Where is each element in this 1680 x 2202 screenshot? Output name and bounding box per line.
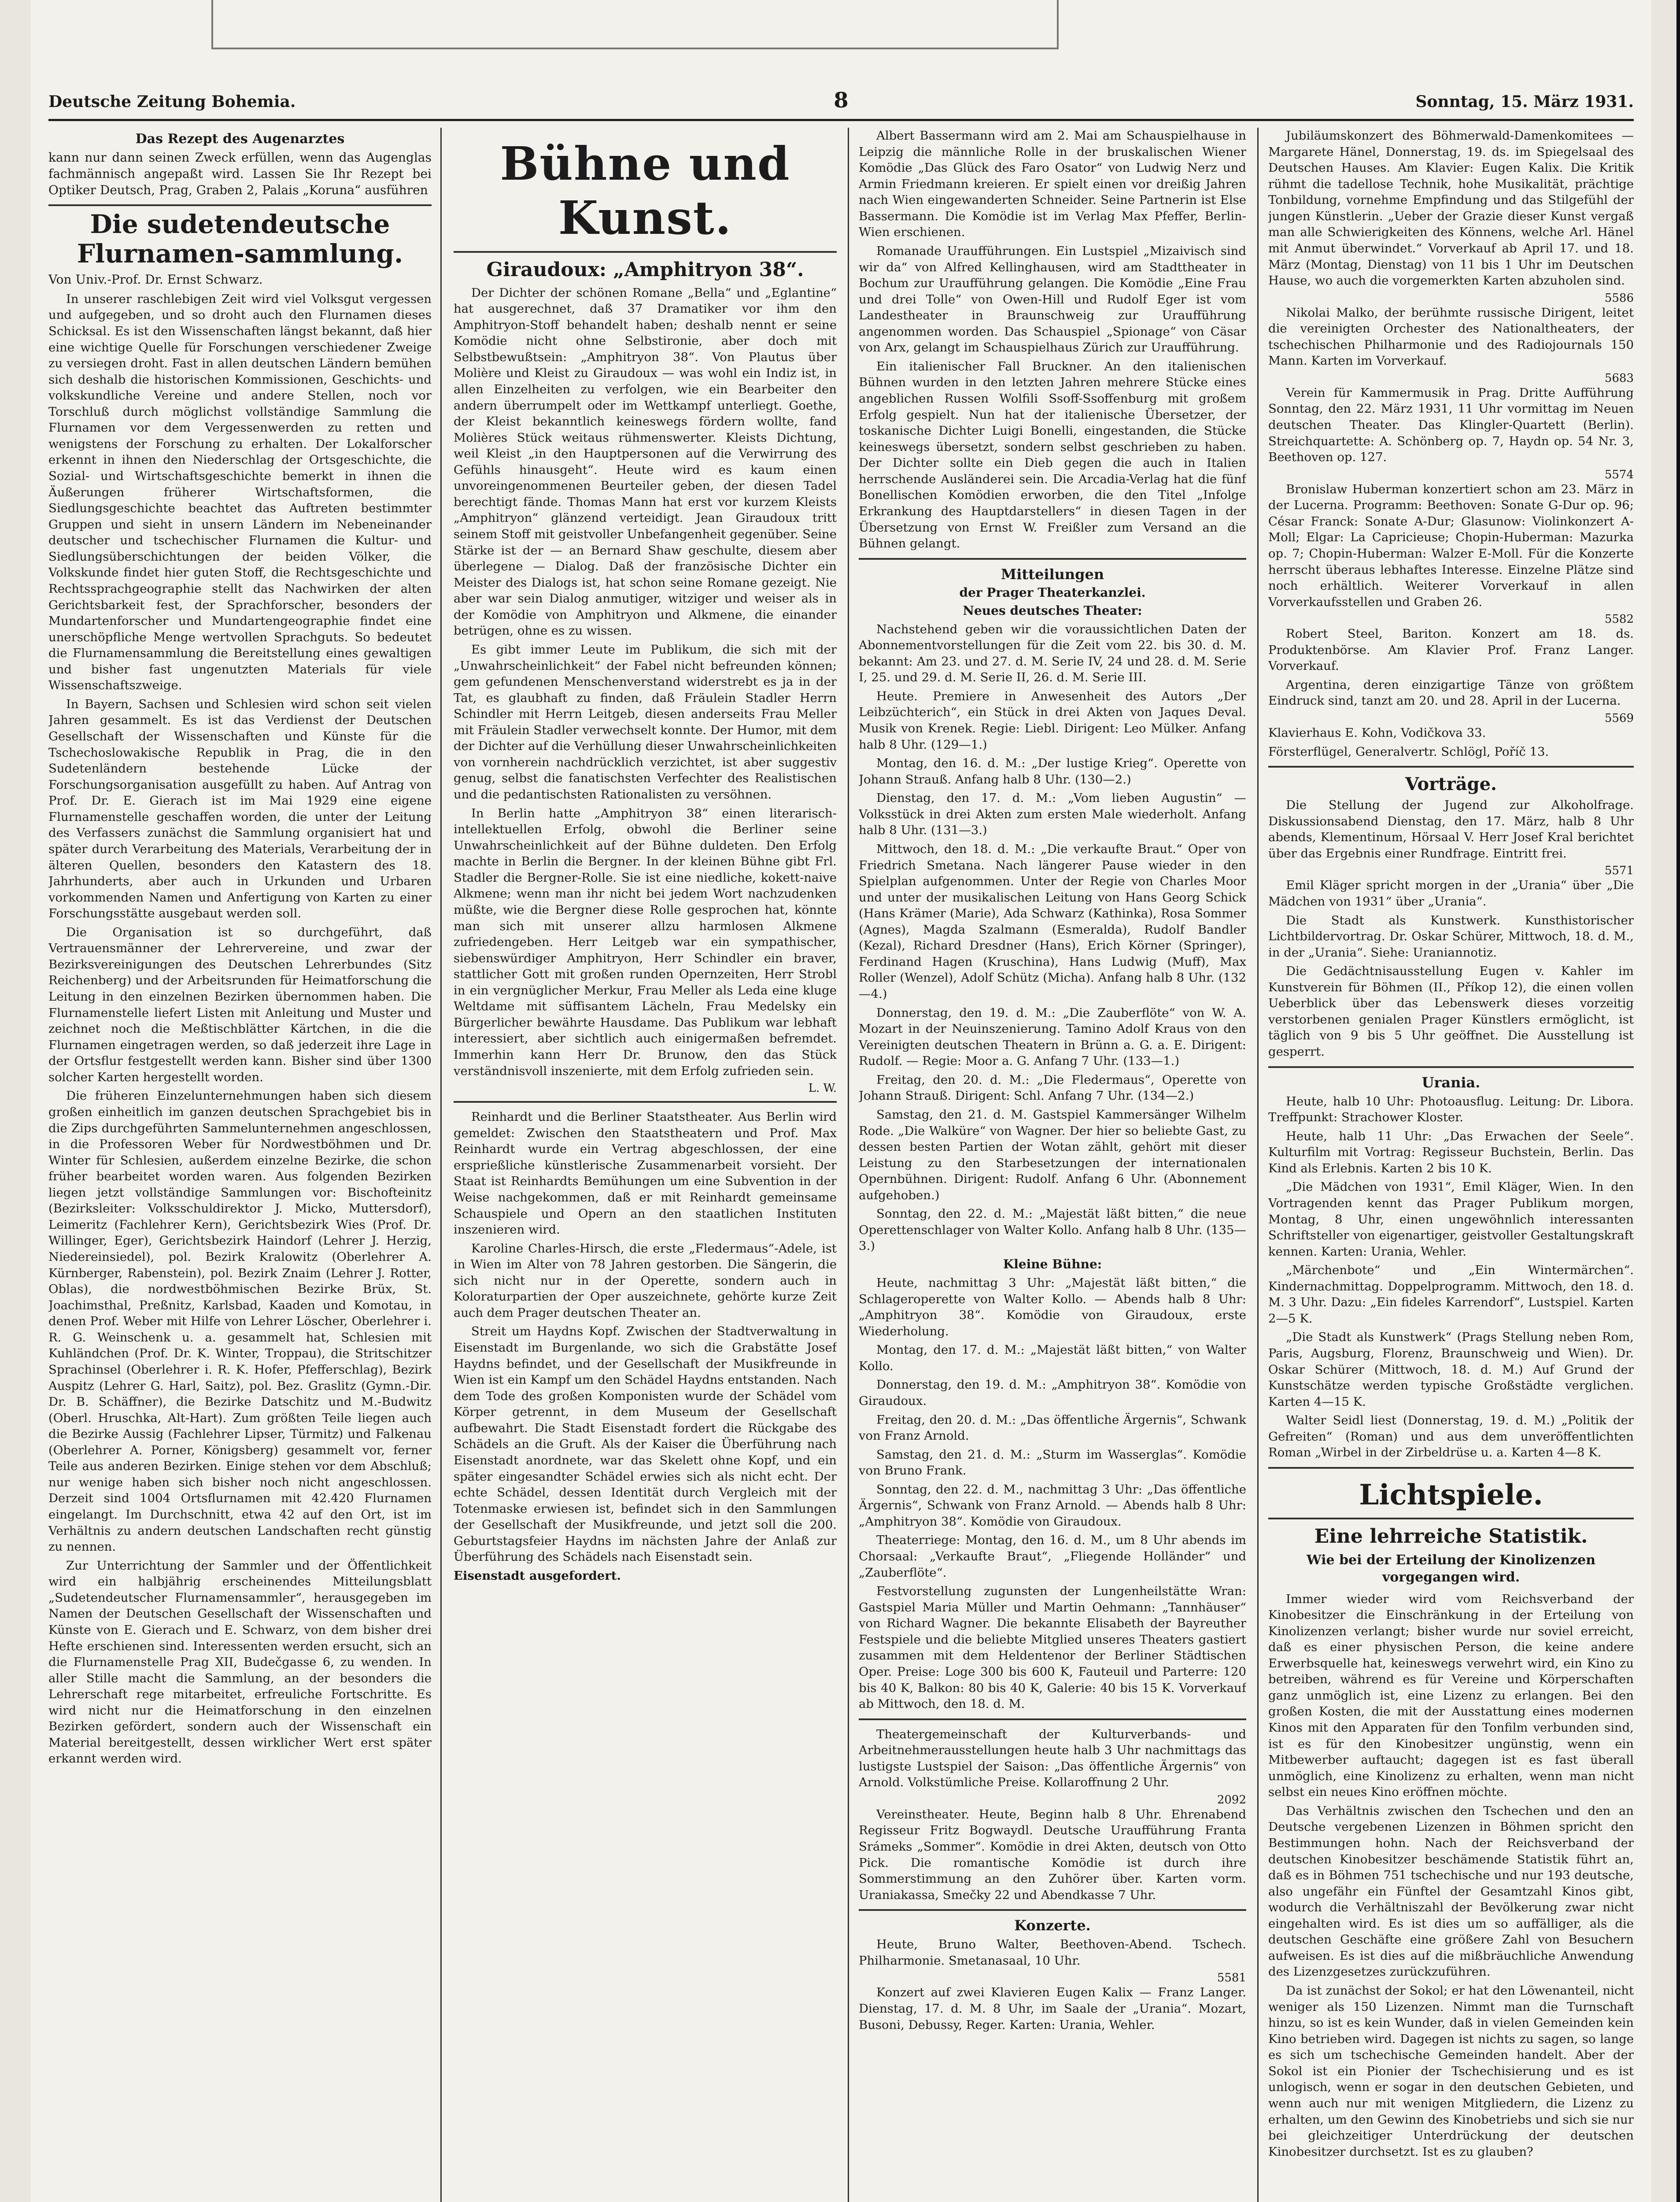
column-rule	[440, 128, 442, 2202]
masthead: Deutsche Zeitung Bohemia.	[48, 92, 296, 111]
listing: Heute. Premiere in Anwesenheit des Autors „Der Leibzüchterich“, ein Stück in drei Akten von Jaques Deval. Musik von Krenek. Regie: Liebl. Dirigent: Leo Mülker. Anfang halb 8 Uhr. (129—1.)	[859, 689, 1246, 752]
listing: Donnerstag, den 19. d. M.: „Die Zauberflöte“ von W. A. Mozart in der Neuinszenierung. Tamino Adolf Kraus von den Vereinigten deutschen Theatern in Brünn a. G. a. E. Dirigent: Rudolf. — Regie: Moor a. G. Anfang 7 Uhr. (133—1.)	[859, 1005, 1246, 1068]
divider	[454, 251, 837, 253]
theater-heading: Kleine Bühne:	[1003, 1257, 1102, 1271]
listing: „Die Mädchen von 1931“, Emil Kläger, Wien. In den Vortragenden kennt das Prager Publikum morgen, Montag, 8 Uhr, einen ungewöhnlich interessanten Schriftsteller von eigenartiger, geistvoller Gestaltungskraft kennen. Karten: Urania, Wehler.	[1268, 1180, 1634, 1259]
listing: Die Stellung der Jugend zur Alkoholfrage. Diskussionsabend Dienstag, den 17. März, halb 8 Uhr abends, Klementinum, Hörsaal V. Herr Josef Kral berichtet über das Ergebnis einer Rundfrage. Eintritt frei.	[1268, 798, 1634, 861]
ad-number: 5581	[1217, 1971, 1246, 1985]
divider	[454, 1101, 837, 1103]
newspaper-page	[31, 0, 1651, 2202]
article-paragraph: Zur Unterrichtung der Sammler und der Öffentlichkeit wird ein halbjährig erscheinendes Mitteilungsblatt „Sudetendeutscher Flurnamensammler“, herausgegeben im Namen der Deutschen Gesellschaft der Wissenschaften und Künste von E. Gierach und E. Schwarz, von dem bisher drei Hefte erschienen sind. Interessenten werden ersucht, sich an die Flurnamenstelle Prag XII, Budečgasse 6, zu wenden. In aller Stille macht die Sammlung, an der besonders die Lehrerschaft rege mitarbeitet, erfreuliche Fortschritte. Es wird nicht nur die Heimatforschung in den einzelnen Bezirken gefördert, sondern auch der Wissenschaft ein Material bereitgestellt, dessen wirklicher Wert erst später erkannt werden wird.	[48, 1558, 432, 1766]
divider	[859, 1718, 1246, 1720]
ad-text: kann nur dann seinen Zweck erfüllen, wenn das Augenglas fachmännisch angepaßt wird. Lassen Sie Ihr Rezept bei Optiker Deutsch, Prag, Graben 2, Palais „Koruna“ ausführen	[48, 150, 432, 197]
listing: Freitag, den 20. d. M.: „Die Fledermaus“, Operette von Johann Strauß. Dirigent: Schl. Anfang 7 Uhr. (134—2.)	[859, 1072, 1246, 1103]
section-subheading: der Prager Theaterkanzlei.	[959, 585, 1146, 600]
news-item: Karoline Charles-Hirsch, die erste „Fledermaus“-Adele, ist in Wien im Alter von 78 Jahren gestorben. Die Sängerin, die sich nicht nur in der Operette, sondern auch in Koloraturpartien der Oper auszeichnete, gehörte kurze Zeit auch dem Prager deutschen Theater an.	[454, 1241, 837, 1320]
issue-date: Sonntag, 15. März 1931.	[1415, 92, 1634, 111]
listing: Heute, halb 11 Uhr: „Das Erwachen der Seele“. Kulturfilm mit Vortrag: Regisseur Buchstein, Berlin. Das Kind als Erlebnis. Karten 2 bis 10 K.	[1268, 1129, 1634, 1175]
optician-ad	[48, 128, 432, 206]
column-rule	[848, 128, 849, 2202]
section-heading: Mitteilungen	[1001, 565, 1104, 583]
divider	[1268, 1518, 1634, 1519]
article-paragraph: Der Dichter der schönen Romane „Bella“ und „Eglantine“ hat ausgerechnet, daß 37 Dramatiker vor ihm den Amphitryon-Stoff behandelt haben; deshalb nennt er seine Komödie nicht ohne Selbstironie, aber doch mit Selbstbewußtsein: „Amphitryon 38“. Von Plautus über Molière und Kleist zu Giraudoux — was wohl ein Indiz ist, in allen Einzelheiten zu verfolgen, wie ein Bearbeiter den andern überrumpelt oder im Wettkampf unterliegt. Goethe, der Kleist bekanntlich keineswegs fördern wollte, fand Molières Stück weitaus rühmenswerter. Kleists Dichtung, weil Kleist „in den Hauptpersonen auf die Verwirrung des Gefühls hinausgeht“. Heute wird es kaum einen unvoreingenommenen Beurteiler geben, der diesen Tadel berechtigt fände. Thomas Mann hat erst vor kurzem Kleists „Amphitryon“ glänzend verteidigt. Jean Giraudoux tritt seinem Stoff mit geistvoller Unbefangenheit gegenüber. Seine Stärke ist der — an Bernard Shaw geschulte, diesem aber überlegene — Dialog. Daß der französische Dichter ein Meister des Dialogs ist, hat schon seine Romane gezeigt. Nie aber war sein Dialog anmutiger, witziger und weiser als in der Komödie von Amphitryon und Alkmene, die einander betrügen, ohne es zu wissen.	[454, 285, 837, 638]
section-heading: Vorträge.	[1405, 774, 1497, 795]
column-2	[454, 128, 837, 2202]
ad-number: 5586	[1604, 291, 1634, 305]
section-heading: Urania.	[1422, 1074, 1481, 1091]
divider	[1268, 1467, 1634, 1469]
ad-number: 5571	[1604, 864, 1634, 878]
article-paragraph: Es gibt immer Leute im Publikum, die sich mit der „Unwahrscheinlichkeit“ der Fabel nicht befreunden können; gem gefundenen Menschenverstand widerstrebt es ja in der Tat, es glaubhaft zu finden, daß Fräulein Stadler Herrn Schindler mit Herrn Leitgeb, diesen anderseits Frau Meller mit Fräulein Stadler verwechselt konnte. Der Humor, mit dem der Dichter auf die Verhüllung dieser Unwahrscheinlichkeiten von vornherein nachdrücklich verzichtet, ist aber suggestiv genug, selbst die fanatischsten Verfechter des Realistischen und die pedantischsten Rationalisten zu versöhnen.	[454, 642, 837, 802]
section-heading: Konzerte.	[1014, 1917, 1091, 1934]
listing: Sonntag, den 22. d. M., nachmittag 3 Uhr: „Das öffentliche Ärgernis“, Schwank von Franz Arnold. — Abends halb 8 Uhr: „Amphitryon 38“. Komödie von Giraudoux.	[859, 1482, 1246, 1529]
divider	[859, 1909, 1246, 1911]
article-paragraph: Immer wieder wird vom Reichsverband der Kinobesitzer die Einschränkung in der Erteilung von Kinolizenzen verlangt; bisher wurde nur soviel erreicht, daß es einer physischen Person, die keine andere Erwerbsquelle hat, keineswegs verwehrt wird, ein Kino zu betreiben, während es für Vereine und Körperschaften ganz unmöglich ist, eine Lizenz zu erlangen. Bei den großen Kosten, die mit der Ausstattung eines modernen Kinos mit den Apparaten für den Tonfilm verbunden sind, ist es für den Kinobesitzer ungünstig, wenn ein Mitbewerber auftaucht; dagegen ist es fast überall unmöglich, eine Kinolizenz zu erhalten, wenn man nicht selbst ein neues Kino eröffnen möchte.	[1268, 1592, 1634, 1799]
ad-title: Das Rezept des Augenarztes	[135, 131, 345, 147]
article-title: Eine lehrreiche Statistik.	[1314, 1525, 1588, 1548]
news-item: Albert Bassermann wird am 2. Mai am Schauspielhause in Leipzig die männliche Rolle in der bruskalischen Wiener Komödie „Das Glück des Faro Osator“ von Ludwig Nerz und Armin Friedmann kreieren. Er spielt einen vor dreißig Jahren nach Wien eingewanderten Schneider. Seine Partnerin ist Else Bassermann. Die Komödie ist im Verlag Max Pfeffer, Berlin-Wien erschienen.	[859, 129, 1246, 240]
ad-number: 5683	[1604, 371, 1634, 385]
listing: Konzert auf zwei Klavieren Eugen Kalix — Franz Langer. Dienstag, 17. d. M. 8 Uhr, im Saale der „Urania“. Mozart, Busoni, Debussy, Reger. Karten: Urania, Wehler.	[859, 1985, 1246, 2032]
listing: Robert Steel, Bariton. Konzert am 18. ds. Produktenbörse. Am Klavier Prof. Franz Langer. Vorverkauf.	[1268, 627, 1634, 673]
news-item: Romanade Uraufführungen. Ein Lustspiel „Mizaivisch sind wir da“ von Alfred Kellinghausen, wird am Stadttheater in Bochum zur Uraufführung gelangen. Die Komödie „Eine Frau und drei Tolle“ von Owen-Hill und Rudolf Eger ist vom Landestheater in Braunschweig zur Uraufführung angenommen worden. Das Schauspiel „Spionage“ von Cäsar von Arx, gelangt im Schauspielhaus Zürich zur Uraufführung.	[859, 244, 1246, 355]
divider	[1268, 766, 1634, 768]
listing: Freitag, den 20. d. M.: „Das öffentliche Ärgernis“, Schwank von Franz Arnold.	[859, 1412, 1246, 1443]
scan-fold	[211, 0, 213, 48]
article-paragraph: Die Organisation ist so durchgeführt, daß Vertrauensmänner der Lehrervereine, und zwar der Bezirksvereinigungen des Deutschen Lehrerbundes (Sitz Reichenberg) und der Arbeitsrunden für Heimatforschung die Leitung in den einzelnen Bezirken übernommen haben. Die Flurnamenstelle liefert Listen mit Anleitung und Muster und zeichnet noch die Meßtischblätter Kärtchen, in die die Flurnamen eingetragen werden, so daß jederzeit ihre Lage in der Ortsflur festgestellt werden kann. Bisher sind über 1300 solcher Karten hergestellt worden.	[48, 925, 432, 1084]
listing: Försterflügel, Generalvertr. Schlögl, Poříč 13.	[1268, 744, 1549, 759]
listing: Montag, den 16. d. M.: „Der lustige Krieg“. Operette von Johann Strauß. Anfang halb 8 Uhr. (130—2.)	[859, 756, 1246, 787]
listing: Emil Kläger spricht morgen in der „Urania“ über „Die Mädchen von 1931“ über „Urania“.	[1268, 878, 1634, 909]
listing: Die Gedächtnisausstellung Eugen v. Kahler im Kunstverein für Böhmen (II., Příkop 12), die einen vollen Ueberblick über das Lebenswerk dieses vorzeitig verstorbenen genialen Prager Künstlers ermöglicht, ist täglich von 9 bis 5 Uhr geöffnet. Die Ausstellung ist gesperrt.	[1268, 964, 1634, 1059]
news-item: Streit um Haydns Kopf. Zwischen der Stadtverwaltung in Eisenstadt im Burgenlande, wo sich die Grabstätte Josef Haydns befindet, und der Gesellschaft der Musikfreunde in Wien ist ein Kampf um den Schädel Haydns entstanden. Nach dem Tode des großen Komponisten wurde der Schädel vom Körper getrennt, in dem Museum der Gesellschaft aufbewahrt. Die Stadt Eisenstadt fordert die Rückgabe des Schädels an die Gruft. Als der Kaiser die Überführung nach Eisenstadt anordnete, war das Skelett ohne Kopf, und ein später eingesandter Schädel erwies sich als nicht echt. Der echte Schädel, dessen Identität durch Vergleich mit der Totenmaske erwiesen ist, befindet sich in den Sammlungen der Gesellschaft der Musikfreunde, und jetzt soll die 200. Geburtstagsfeier Haydns im nächsten Jahre der Anlaß zur Überführung des Schädels nach Eisenstadt sein.	[454, 1324, 837, 1564]
listing: Heute, halb 10 Uhr: Photoausflug. Leitung: Dr. Libora. Treffpunkt: Strachower Kloster.	[1268, 1094, 1634, 1125]
article-subtitle: Wie bei der Erteilung der Kinolizenzen vorgegangen wird.	[1306, 1552, 1596, 1585]
listing: Argentina, deren einzigartige Tänze von größtem Eindruck sind, tanzt am 20. und 28. April in der Lucerna.	[1268, 677, 1634, 708]
listing: Montag, den 17. d. M.: „Majestät läßt bitten,“ von Walter Kollo.	[859, 1343, 1246, 1373]
column-3	[859, 128, 1246, 2202]
article-title: Giraudoux: „Amphitryon 38“.	[486, 259, 804, 281]
listing: Samstag, den 21. d. M.: „Sturm im Wasserglas“. Komödie von Bruno Frank.	[859, 1447, 1246, 1478]
listing: Nachstehend geben wir die voraussichtlichen Daten der Abonnementvorstellungen für die Zeit vom 22. bis 30. d. M. bekannt: Am 23. und 27. d. M. Serie IV, 24 und 28. d. M. Serie I, 25. und 29. d. M. Serie II, 26. d. M. Serie III.	[859, 622, 1246, 685]
column-rule	[1257, 128, 1259, 2202]
listing: Klavierhaus E. Kohn, Vodičkova 33.	[1268, 726, 1486, 740]
article-title: Die sudetendeutsche Flurnamen-sammlung.	[77, 209, 403, 269]
section-title: Lichtspiele.	[1359, 1478, 1543, 1511]
listing: Theaterriege: Montag, den 16. d. M., um 8 Uhr abends im Chorsaal: „Verkaufte Braut“, „Fliegende Holländer“ und „Zauberflöte“.	[859, 1533, 1246, 1580]
page-header	[48, 88, 1634, 121]
scan-fold	[1057, 0, 1059, 48]
theater-heading: Neues deutsches Theater:	[963, 603, 1142, 618]
article-paragraph: Das Verhältnis zwischen den Tschechen und den an Deutsche vergebenen Lizenzen in Böhmen spricht den Bestimmungen hohn. Nach der Reichsverband der deutschen Kinobesitzer beschämende Statistik führt an, daß es in Böhmen 751 tschechische und nur 193 deutsche, also ungefähr ein Fünftel der Gesamtzahl Kinos gibt, wodurch die Verhältniszahl der Bevölkerung zwar nicht eingehalten wird. Es ist dies um so auffälliger, als die deutschen Geschäfte eine größere Zahl von Besuchern aufweisen. Es ist dies auf die mißbräuchliche Anwendung des Lizenzgesetzes zurückzuführen.	[1268, 1803, 1634, 1979]
news-item: Ein italienischer Fall Bruckner. An den italienischen Bühnen wurden in den letzten Jahren mehrere Stücke eines angeblichen Russen Wolfili Ssoff-Ssoffenburg mit großem Erfolg gespielt. Nun hat der italienische Übersetzer, der toskanische Dichter Luigi Bonelli, eingestanden, die Stücke keineswegs übersetzt, sondern selbst geschrieben zu haben. Der Dichter sollte ein Dieb gegen die auch in Italien herrschende Ausländerei sein. Die Arcadia-Verlag hat die fünf Bonellischen Komödien erworben, die den Titel „Infolge Erkrankung des Hauptdarstellers“ in diesen Tagen in der Übersetzung von Ernst W. Freißler zum Versand an die Bühnen gelangt.	[859, 359, 1246, 551]
article-paragraph: In Berlin hatte „Amphitryon 38“ einen literarisch-intellektuellen Erfolg, obwohl die Berliner seine Unwahrscheinlichkeit auf der Bühne duldeten. Den Erfolg machte in Berlin die Bergner. In der kleinen Bühne gibt Frl. Stadler die Bergner-Rolle. Sie ist eine niedliche, kokett-naive Alkmene; wenn man ihr nicht bei jedem Wort nachzudenken müßte, wie die Bergner diese Rolle gesprochen hat, könnte man sich mit unserer allzu harmlosen Alkmene zufriedengeben. Herr Leitgeb war ein sympathischer, siebenswürdiger Amphitryon, Herr Schindler ein braver, stattlicher Gott mit großen runden Opernzeiten, Herr Strobl in ein vergnüglicher Merkur, Frau Meller als Leda eine kluge Weltdame mit süffisantem Lächeln, Frau Medelsky ein Bürgerlicher bewährte Hausdame. Das Publikum war lebhaft interessiert, aber sichtlich auch einigermaßen befremdet. Immerhin kann Herr Dr. Brunow, den das Stück verständnisvoll inszenierte, mit dem Erfolg zufrieden sein.	[454, 806, 837, 1078]
article-paragraph: In unserer raschlebigen Zeit wird viel Volksgut vergessen und aufgegeben, und so droht auch den Flurnamen dieses Schicksal. Es ist den Wissenschaften längst bekannt, daß hier eine wichtige Quelle für Forschungen verschiedener Zweige zu versiegen droht. Fast in allen deutschen Ländern bemühen sich deshalb die historischen Kommissionen, Geschichts- und volkskundliche Vereine und andere Stellen, noch vor Torschluß durch möglichst vollständige Sammlung die Flurnamen vor dem Vergessenwerden zu retten und wenigstens der Forschung zu erhalten. Der Lokalforscher erkennt in ihnen den Niederschlag der Ortsgeschichte, die Sozial- und Wirtschaftsgeschichte bemerkt in ihnen die Äußerungen früherer Wirtschaftsformen, die Siedlungsgeschichte beachtet das Auftreten bestimmter Gruppen und sieht in unsern Ländern im Nebeneinander deutscher und tschechischer Flurnamen die Kultur- und Siedlungsüberschichtungen der beiden Völker, die Volkskunde findet hier guten Stoff, die Rechtsgeschichte und Rechtssprachgeographie stellt das Nachwirken der alten Gerichtsbarkeit fest, der Sprachforscher, besonders der Mundartenforscher und Mundartengeographie findet eine unerschöpfliche Menge wertvollen Sprachguts. So bedeutet die Flurnamensammlung die Bereitstellung eines gewaltigen und bisher fast ungenutzten Materials für viele Wissenschaftszweige.	[48, 292, 432, 693]
listing: Samstag, den 21. d. M. Gastspiel Kammersänger Wilhelm Rode. „Die Walküre“ von Wagner. Der hier so beliebte Gast, zu dessen besten Partien der Wotan zählt, gehört mit dieser Leistung zu den Starbesetzungen der internationalen Opernbühnen. Dirigent: Rudolf. Anfang 6 Uhr. (Abonnement aufgehoben.)	[859, 1107, 1246, 1202]
listing: Heute, Bruno Walter, Beethoven-Abend. Tschech. Philharmonie. Smetanasaal, 10 Uhr.	[859, 1937, 1246, 1968]
page-number: 8	[834, 88, 849, 113]
listing: Sonntag, den 22. d. M.: „Majestät läßt bitten,“ die neue Operettenschlager von Walter Kollo. Anfang halb 8 Uhr. (135—3.)	[859, 1207, 1246, 1253]
listing: Jubiläumskonzert des Böhmerwald-Damenkomitees — Margarete Hänel, Donnerstag, 19. ds. im Spiegelsaal des Deutschen Hauses. Am Klavier: Eugen Kalix. Die Kritik rühmt die tadellose Technik, hohe Musikalität, prächtige Tonbildung, vornehme Empfindung und das Stilgefühl der jungen Künstlerin. „Ueber der Grazie dieser Kunst vergaß man alle Schwierigkeiten des Könnens, welche Arl. Hänel mit Anmut überwindet.“ Vorverkauf ab April 17. und 18. März (Montag, Dienstag) von 11 bis 1 Uhr im Deutschen Hause, wo auch die vorgemerkten Karten abzuholen sind.	[1268, 129, 1634, 288]
article-paragraph: Die früheren Einzelunternehmungen haben sich diesem großen einheitlich im ganzen deutschen Sprachgebiet bis in die Zips durchgeführten Sammelunternehmen angeschlossen, in die Professoren Weber für Nordwestböhmen und Dr. Winter für Schlesien, außerdem einzelne Bezirke, die schon früher bearbeitet worden waren. Aus folgenden Bezirken liegen jetzt vollständige Sammlungen vor: Bischofteinitz (Bezirksleiter: Volksschuldirektor J. Micko, Muttersdorf), Leimeritz (Fachlehrer Kern), Gerichtsbezirk Wies (Prof. Dr. Willinger, Eger), Gerichtsbezirk Haindorf (Lehrer J. Herzig, Niedereinsiedel), pol. Bezirk Kralowitz (Oberlehrer A. Kürnberger, Rabenstein), pol. Bezirk Znaim (Lehrer J. Rotter, Oblas), die nordwestböhmischen Bezirke Brüx, St. Joachimsthal, Preßnitz, Karlsbad, Kaaden und Komotau, in denen Prof. Weber mit Hilfe von Lehrer Löscher, Oberlehrer i. R. G. Weinschenk u. a. gesammelt hat, Schlesien mit Kuhländchen (Prof. Dr. K. Winter, Troppau), die Stritschitzer Sprachinsel (Oberlehrer i. R. K. Hofer, Pfefferschlag), Bezirk Auspitz (Lehrer G. Harl, Saitz), pol. Bez. Graslitz (Gymn.-Dir. Dr. B. Schäffner), die Bezirke Datschitz und M.-Budwitz (Oberl. Hruschka, Alt-Hart). Zum größten Teile liegen auch die Bezirke Aussig (Fachlehrer Lipser, Türmitz) und Falkenau (Oberlehrer A. Porner, Königsberg) gesammelt vor, ferner Teile aus anderen Bezirken. Einige stehen vor dem Abschluß; nur wenige haben sich bisher noch nicht angeschlossen. Derzeit sind 1004 Ortsflurnamen mit 42.420 Flurnamen eingelangt. Im Durchschnitt, etwa 42 auf den Ort, ist im Verhältnis zu andern deutschen Landschaften recht günstig zu nennen.	[48, 1089, 432, 1554]
article-paragraph: In Bayern, Sachsen und Schlesien wird schon seit vielen Jahren gesammelt. Es ist das Verdienst der Deutschen Gesellschaft der Wissenschaften und Künste für die Tschechoslowakische Republik in Prag, die in den Sudetenländern bestehende Lücke der Forschungsorganisation ausgefüllt zu haben. Auf Antrag von Prof. Dr. E. Gierach ist im Mai 1929 eine eigene Flurnamenstelle geschaffen worden, die unter der Leitung des Verfassers zunächst die Sammlung organisiert hat und später durch Verarbeitung des Materials, Verarbeitung der in älteren Quellen, besonders den Katastern des 18. Jahrhunderts, aber auch in Urkunden und Urbaren vorkommenden Namen und Anfertigung von Karten zu einer Forschungsstätte ausgebaut werden soll.	[48, 697, 432, 921]
article-byline: Von Univ.-Prof. Dr. Ernst Schwarz.	[48, 272, 263, 287]
article-paragraph: Da ist zunächst der Sokol; er hat den Löwenanteil, nicht weniger als 150 Lizenzen. Nimmt man die Turnschaft hinzu, so ist es kein Wunder, daß in vielen Gemeinden kein Kino betrieben wird. Dagegen ist nichts zu sagen, so lange es sich um tschechische Gemeinden handelt. Aber der Sokol ist ein Pionier der Tschechisierung und es ist unlogisch, wenn er sogar in den deutschen Gebieten, und wenn auch nur mit wenigen Mitgliedern, die Lizenz zu erhalten, um den Gewinn des Kinobetriebs und sich sie nur bei gleichzeitiger Unterdrückung der deutschen Kinobesitzer durchsetzt. Ist es zu glauben?	[1268, 1984, 1634, 2159]
divider	[859, 558, 1246, 560]
listing: Theatergemeinschaft der Kulturverbands- und Arbeitnehmerausstellungen heute halb 3 Uhr nachmittags das lustigste Lustspiel der Saison: „Das öffentliche Ärgernis“ von Arnold. Volkstümliche Preise. Kollaroffnung 2 Uhr.	[859, 1727, 1246, 1790]
ad-number: 5569	[1604, 712, 1634, 725]
column-1	[48, 128, 432, 2202]
news-item-end: Eisenstadt ausgefordert.	[454, 1568, 621, 1583]
scan-fold	[211, 48, 1059, 49]
listing: „Märchenbote“ und „Ein Wintermärchen“. Kindernachmittag. Doppelprogramm. Mittwoch, den 18. d. M. 3 Uhr. Dazu: „Ein fideles Karrendorf“, Lustspiel. Karten 2—5 K.	[1268, 1263, 1634, 1326]
divider	[1268, 1066, 1634, 1068]
listing: Mittwoch, den 18. d. M.: „Die verkaufte Braut.“ Oper von Friedrich Smetana. Nach längerer Pause wieder in den Spielplan aufgenommen. Unter der Regie von Charles Moor und unter der musikalischen Leitung von Hans Georg Schick (Hans Krämer (Marie), Ada Schwarz (Kathinka), Rosa Sommer (Agnes), Magda Szalmann (Esmeralda), Rudolf Bandler (Kezal), Richard Dresdner (Hans), Erich Körner (Springer), Ferdinand Hagen (Kruschina), Hans Ludwig (Muff), Max Roller (Wenzel), Adolf Schütz (Micha). Anfang halb 8 Uhr. (132—4.)	[859, 842, 1246, 1001]
ad-number: 2092	[1217, 1793, 1246, 1807]
listing: Die Stadt als Kunstwerk. Kunsthistorischer Lichtbildervortrag. Dr. Oskar Schürer, Mittwoch, 18. d. M., in der „Urania“. Siehe: Uraniannotiz.	[1268, 913, 1634, 960]
section-title: Bühne und Kunst.	[500, 137, 790, 245]
listing: „Die Stadt als Kunstwerk“ (Prags Stellung neben Rom, Paris, Augsburg, Florenz, Braunschweig und Wien). Dr. Oskar Schürer (Mittwoch, 18. d. M.) Auf Grund der Kunstschätze werden typische Großstädte verglichen. Karten 4—15 K.	[1268, 1330, 1634, 1409]
listing: Walter Seidl liest (Donnerstag, 19. d. M.) „Politik der Gefreiten“ (Roman) und aus dem unveröffentlichten Roman „Wirbel in der Zirbeldrüse u. a. Karten 4—8 K.	[1268, 1413, 1634, 1460]
listing: Verein für Kammermusik in Prag. Dritte Aufführung Sonntag, den 22. März 1931, 11 Uhr vormittag im Neuen deutschen Theater. Das Klingler-Quartett (Berlin). Streichquartette: A. Schönberg op. 7, Haydn op. 54 Nr. 3, Beethoven op. 127.	[1268, 385, 1634, 465]
column-4	[1268, 128, 1634, 2202]
scan-edge	[1676, 0, 1680, 2202]
listing: Vereinstheater. Heute, Beginn halb 8 Uhr. Ehrenabend Regisseur Fritz Bogwaydl. Deutsche Uraufführung Franta Srámeks „Sommer“. Komödie in drei Akten, deutsch von Otto Pick. Die romantische Komödie ist durch ihre Sommerstimmung an den Zuhörer über. Karten vorm. Uraniakassa, Smečky 22 und Abendkasse 7 Uhr.	[859, 1807, 1246, 1902]
ad-number: 5574	[1604, 468, 1634, 481]
listing: Heute, nachmittag 3 Uhr: „Majestät läßt bitten,“ die Schlageroperette von Walter Kollo. — Abends halb 8 Uhr: „Amphitryon 38“. Komödie von Giraudoux, erste Wiederholung.	[859, 1276, 1246, 1338]
listing: Festvorstellung zugunsten der Lungenheilstätte Wran: Gastspiel Maria Müller und Martin Oehmann: „Tannhäuser“ von Richard Wagner. Die bekannte Elisabeth der Bayreuther Festspiele und die beliebte Mitglied unseres Theaters gastiert zusammen mit dem Heldentenor der Berliner Städtischen Oper. Preise: Loge 300 bis 600 K, Fauteuil und Parterre: 120 bis 40 K, Balkon: 80 bis 40 K, Galerie: 40 bis 15 K. Vorverkauf ab Mittwoch, den 18. d. M.	[859, 1584, 1246, 1711]
news-item: Reinhardt und die Berliner Staatstheater. Aus Berlin wird gemeldet: Zwischen den Staatstheatern und Prof. Max Reinhardt wurde ein Vertrag abgeschlossen, der eine ersprießliche künstlerische Zusammenarbeit vorsieht. Der Staat ist Reinhardts Bemühungen um eine Subvention in der Weise nachgekommen, daß er mit Reinhardt gemeinsame Schauspiele und Opern an den staatlichen Instituten inszenieren wird.	[454, 1110, 837, 1237]
listing: Bronislaw Huberman konzertiert schon am 23. März in der Lucerna. Programm: Beethoven: Sonate G-Dur op. 96; César Franck: Sonate A-Dur; Glasunow: Violinkonzert A-Moll; Elgar: La Capricieuse; Chopin-Huberman: Mazurka op. 7; Chopin-Huberman: Walzer E-Moll. Für die Konzerte herrscht überaus lebhaftes Interesse. Einzelne Plätze sind noch erhältlich. Weiterer Vorverkauf in allen Vorverkaufsstellen und Graben 26.	[1268, 482, 1634, 609]
listing: Nikolai Malko, der berühmte russische Dirigent, leitet die vereinigten Orchester des Nationaltheaters, der tschechischen Philharmonie und des Radiojournals 150 Mann. Karten im Vorverkauf.	[1268, 305, 1634, 368]
ad-number: 5582	[1604, 613, 1634, 626]
listing: Dienstag, den 17. d. M.: „Vom lieben Augustin“ — Volksstück in drei Akten zum ersten Male wiederholt. Anfang halb 8 Uhr. (131—3.)	[859, 791, 1246, 838]
listing: Donnerstag, den 19. d. M.: „Amphitryon 38“. Komödie von Giraudoux.	[859, 1378, 1246, 1408]
article-signature: L. W.	[808, 1082, 837, 1095]
